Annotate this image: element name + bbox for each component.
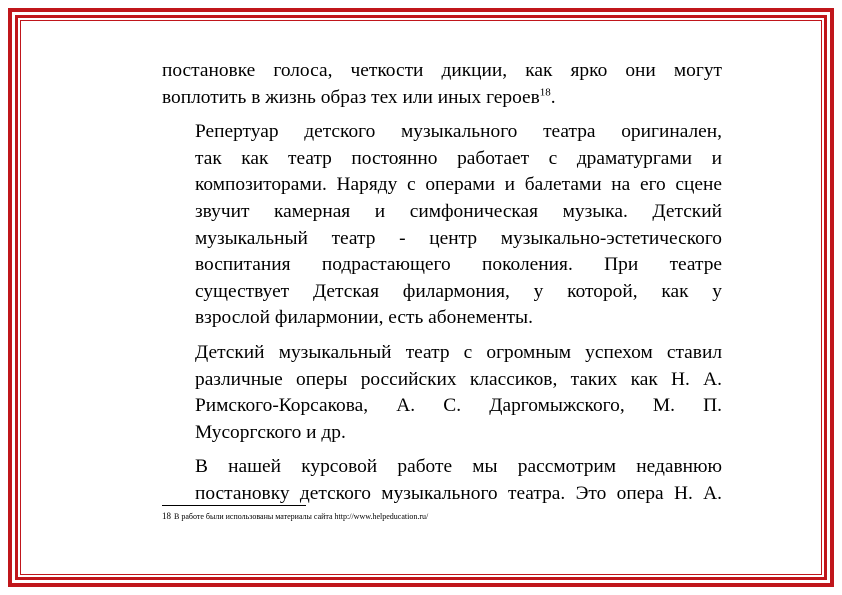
paragraph-4 xyxy=(162,454,722,507)
footnote xyxy=(162,511,428,522)
text-line: Мусоргского и др. xyxy=(195,421,346,443)
footnote-number: 18 xyxy=(162,511,171,521)
paragraph-3 xyxy=(162,340,722,446)
text-line-tail: . xyxy=(550,86,556,108)
text-line: Репертуар детского музыкального театра оригинален, xyxy=(195,121,722,143)
text-line: музыкальный театр - центр музыкально-эстетического xyxy=(195,227,722,249)
text-line: Римского-Корсакова, А. С. Даргомыжского, М. П. xyxy=(195,395,722,417)
text-line: композиторами. Наряду с операми и балетами на его сцене xyxy=(195,174,722,196)
text-line: Детский музыкальный театр с огромным успехом ставил xyxy=(195,341,722,363)
footnote-separator xyxy=(162,505,306,506)
page-body xyxy=(162,58,722,508)
text-line-content: воплотить в жизнь образ тех или иных героев xyxy=(162,86,540,108)
footnote-text: В работе были использованы материалы сайта http://www.helpeducation.ru/ xyxy=(174,512,429,521)
footnote-reference[interactable]: 18 xyxy=(539,86,551,99)
paragraph-1 xyxy=(162,58,722,111)
text-line: В нашей курсовой работе мы рассмотрим недавнюю xyxy=(195,456,722,478)
text-line xyxy=(162,85,722,112)
text-line: различные оперы российских классиков, таких как Н. А. xyxy=(195,368,722,390)
text-line: постановку детского музыкального театра. Это опера Н. А. xyxy=(195,482,722,504)
text-line: взрослой филармонии, есть абонементы. xyxy=(195,307,533,329)
text-line: так как театр постоянно работает с драматургами и xyxy=(195,147,722,169)
paragraph-2 xyxy=(162,119,722,332)
text-line: звучит камерная и симфоническая музыка. Детский xyxy=(195,200,722,222)
text-line: постановке голоса, четкости дикции, как ярко они могут xyxy=(162,60,722,81)
text-line: воспитания подрастающего поколения. При театре xyxy=(195,254,722,276)
text-line: существует Детская филармония, у которой, как у xyxy=(195,280,722,302)
